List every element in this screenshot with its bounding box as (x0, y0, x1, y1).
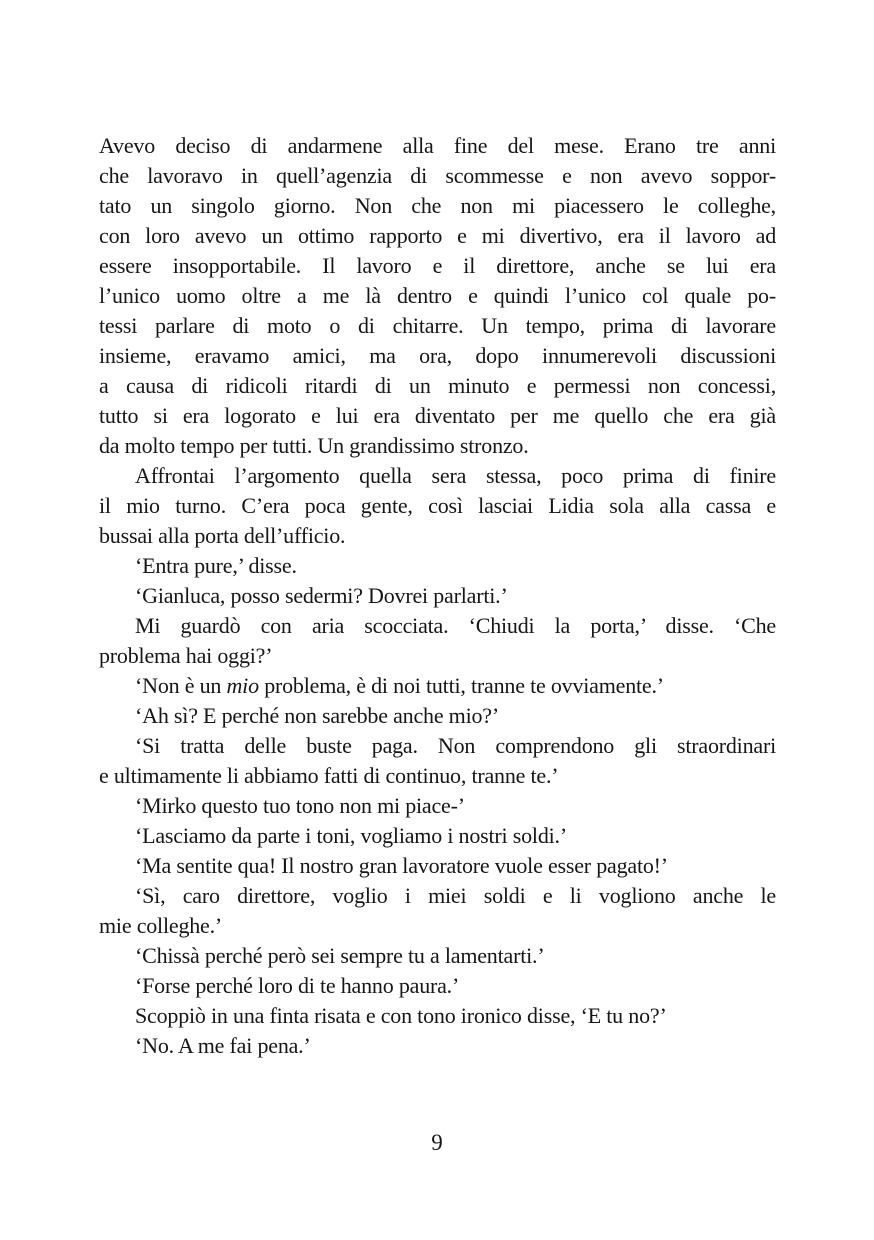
text-segment: il mio turno. C’era poca gente, così lasciai Lidia sola alla cassa e (99, 493, 776, 518)
text-segment: tutto si era logorato e lui era diventato per me quello che era già (99, 403, 776, 428)
text-segment: ‘Lasciamo da parte i toni, vogliamo i nostri soldi.’ (135, 823, 567, 848)
text-segment: ‘Si tratta delle buste paga. Non comprendono gli straordinari (135, 733, 776, 758)
text-segment: Scoppiò in una finta risata e con tono ironico disse, ‘E tu no?’ (135, 1003, 667, 1028)
paragraph (99, 791, 776, 821)
paragraph (99, 1001, 776, 1031)
text-segment: ‘Non è un (135, 673, 227, 698)
text-segment: con loro avevo un ottimo rapporto e mi divertivo, era il lavoro ad (99, 223, 776, 248)
text-segment: l’unico uomo oltre a me là dentro e quindi l’unico col quale po- (99, 283, 776, 308)
text-segment: Avevo deciso di andarmene alla fine del mese. Erano tre anni (99, 133, 776, 158)
text-segment: ‘Forse perché loro di te hanno paura.’ (135, 973, 460, 998)
text-line (99, 461, 776, 491)
paragraph (99, 551, 776, 581)
paragraph (99, 461, 776, 551)
text-block (99, 131, 776, 1061)
text-segment: ‘Chissà perché però sei sempre tu a lamentarti.’ (135, 943, 545, 968)
text-line (99, 851, 776, 881)
paragraph (99, 971, 776, 1001)
text-segment: che lavoravo in quell’agenzia di scommesse e non avevo soppor- (99, 163, 776, 188)
text-line (99, 521, 776, 551)
text-line (99, 791, 776, 821)
text-segment: mie colleghe.’ (99, 913, 223, 938)
paragraph (99, 581, 776, 611)
text-line (99, 251, 776, 281)
text-segment: ‘Sì, caro direttore, voglio i miei soldi e li vogliono anche le (135, 883, 776, 908)
text-line (99, 821, 776, 851)
text-line (99, 971, 776, 1001)
text-line (99, 731, 776, 761)
text-segment: bussai alla porta dell’ufficio. (99, 523, 346, 548)
text-segment: essere insopportabile. Il lavoro e il direttore, anche se lui era (99, 253, 776, 278)
text-line (99, 611, 776, 641)
text-line (99, 131, 776, 161)
text-line (99, 371, 776, 401)
text-line (99, 401, 776, 431)
text-line (99, 221, 776, 251)
text-line (99, 941, 776, 971)
text-line (99, 551, 776, 581)
text-line (99, 431, 776, 461)
text-segment: ‘Ma sentite qua! Il nostro gran lavoratore vuole esser pagato!’ (135, 853, 668, 878)
paragraph (99, 731, 776, 791)
text-line (99, 281, 776, 311)
text-segment: Affrontai l’argomento quella sera stessa, poco prima di finire (135, 463, 776, 488)
text-segment: tato un singolo giorno. Non che non mi piacessero le colleghe, (99, 193, 776, 218)
text-segment: ‘No. A me fai pena.’ (135, 1033, 311, 1058)
text-line (99, 911, 776, 941)
text-segment: ‘Gianluca, posso sedermi? Dovrei parlarti.’ (135, 583, 508, 608)
italic-text-segment: mio (226, 673, 259, 698)
text-segment: ‘Mirko questo tuo tono non mi piace-’ (135, 793, 465, 818)
text-segment: problema hai oggi?’ (99, 643, 273, 668)
paragraph (99, 1031, 776, 1061)
paragraph (99, 881, 776, 941)
paragraph (99, 821, 776, 851)
text-line (99, 311, 776, 341)
text-segment: a causa di ridicoli ritardi di un minuto e permessi non concessi, (99, 373, 776, 398)
page-number: 9 (431, 1130, 443, 1155)
text-line (99, 341, 776, 371)
paragraph (99, 851, 776, 881)
paragraph (99, 701, 776, 731)
text-segment: problema, è di noi tutti, tranne te ovviamente.’ (258, 673, 664, 698)
text-line (99, 641, 776, 671)
text-segment: insieme, eravamo amici, ma ora, dopo innumerevoli discussioni (99, 343, 776, 368)
text-line (99, 191, 776, 221)
text-line (99, 581, 776, 611)
paragraph (99, 611, 776, 671)
text-line (99, 761, 776, 791)
paragraph (99, 671, 776, 701)
text-line (99, 1031, 776, 1061)
text-segment: e ultimamente li abbiamo fatti di continuo, tranne te.’ (99, 763, 559, 788)
text-segment: ‘Ah sì? E perché non sarebbe anche mio?’ (135, 703, 500, 728)
text-line (99, 1001, 776, 1031)
paragraph (99, 941, 776, 971)
text-segment: ‘Entra pure,’ disse. (135, 553, 297, 578)
text-line (99, 491, 776, 521)
paragraph (99, 131, 776, 461)
text-line (99, 881, 776, 911)
text-line (99, 701, 776, 731)
text-line (99, 161, 776, 191)
text-segment: da molto tempo per tutti. Un grandissimo stronzo. (99, 433, 529, 458)
text-segment: tessi parlare di moto o di chitarre. Un tempo, prima di lavorare (99, 313, 776, 338)
text-segment: Mi guardò con aria scocciata. ‘Chiudi la porta,’ disse. ‘Che (135, 613, 776, 638)
text-line (99, 671, 776, 701)
